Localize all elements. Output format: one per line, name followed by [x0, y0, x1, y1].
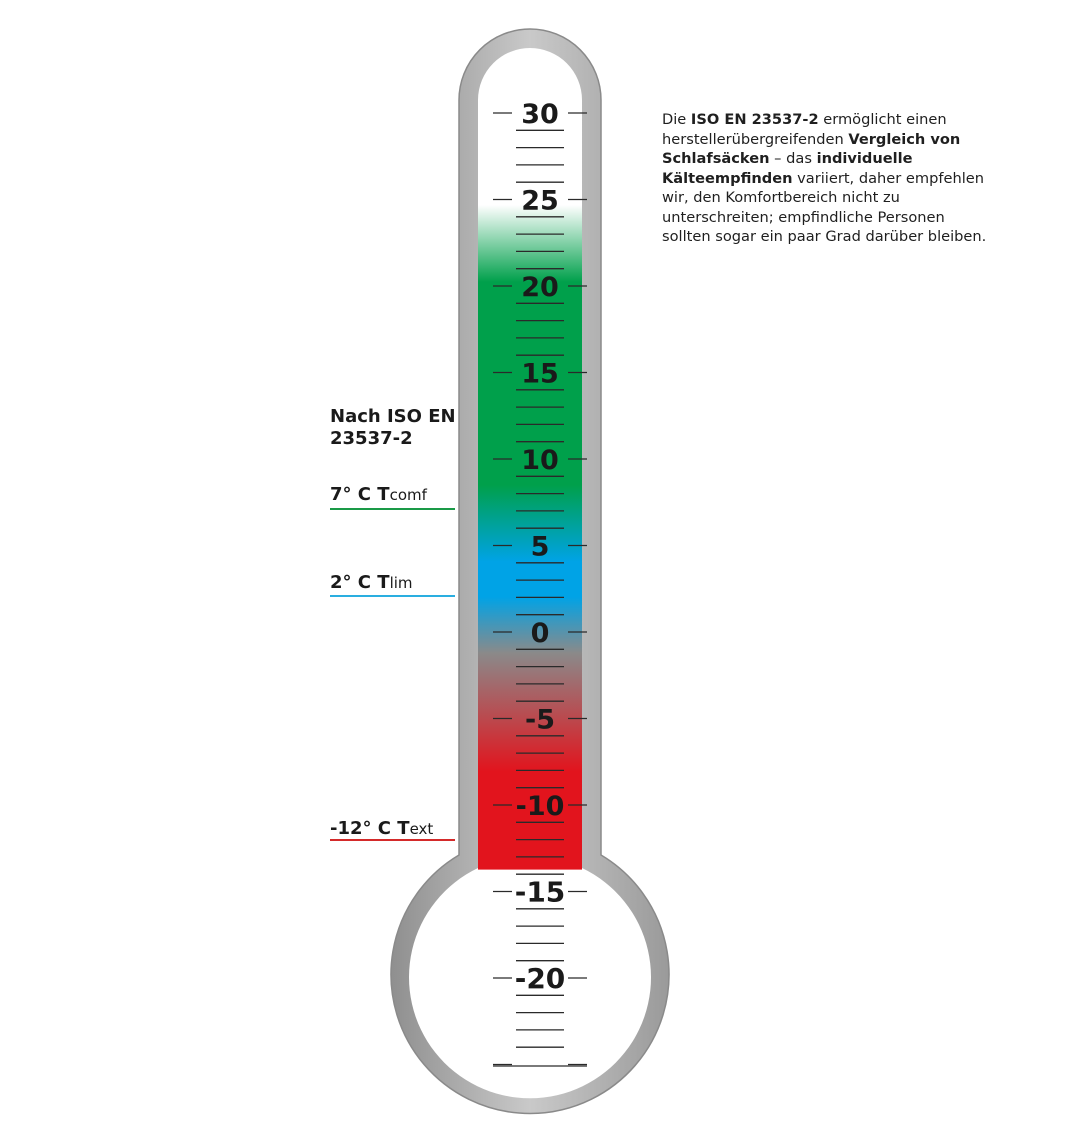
scale-label: 15 [521, 358, 559, 390]
tcomf-label [330, 484, 427, 505]
tlim-symbol: T [377, 572, 390, 593]
tlim-sub: lim [389, 574, 413, 592]
scale-label: 5 [530, 531, 550, 563]
desc-bold-3: individuelle Kälteempfinden [662, 150, 913, 187]
tcomf-sub: comf [389, 486, 427, 504]
desc-part-2: ermöglicht einen herstellerübergreifenden [662, 111, 947, 148]
iso-side-title: Nach ISO EN 23537-2 [330, 406, 456, 449]
text-value: -12° C [330, 818, 391, 839]
scale-label: 20 [521, 272, 559, 303]
desc-part-3: – das [769, 150, 817, 167]
scale-label: -5 [525, 704, 555, 736]
scale-label: -20 [514, 962, 566, 995]
scale-label: 10 [521, 445, 559, 476]
iso-description [662, 110, 992, 247]
tlim-value: 2° C [330, 572, 372, 593]
scale-label: 30 [521, 99, 559, 130]
text-label [330, 818, 433, 839]
desc-part-4: variiert, daher empfehlen wir, den Komfortbereich nicht zu unterschreiten; empfindliche Personen sollten sogar ein paar Grad darüber bleiben. [662, 169, 987, 245]
text-symbol: T [397, 818, 410, 839]
desc-part-1: Die [662, 111, 691, 128]
scale-label: -10 [515, 791, 565, 822]
desc-bold-2: Vergleich von Schlafsäcken [662, 130, 961, 167]
scale-label: -15 [514, 875, 566, 909]
desc-bold-1: ISO EN 23537-2 [690, 111, 819, 128]
scale-label: 25 [521, 185, 559, 217]
tlim-label [330, 572, 413, 593]
tcomf-value: 7° C [330, 484, 372, 505]
text-sub: ext [409, 820, 434, 838]
scale-label: 0 [530, 618, 550, 649]
tcomf-symbol: T [377, 484, 390, 505]
